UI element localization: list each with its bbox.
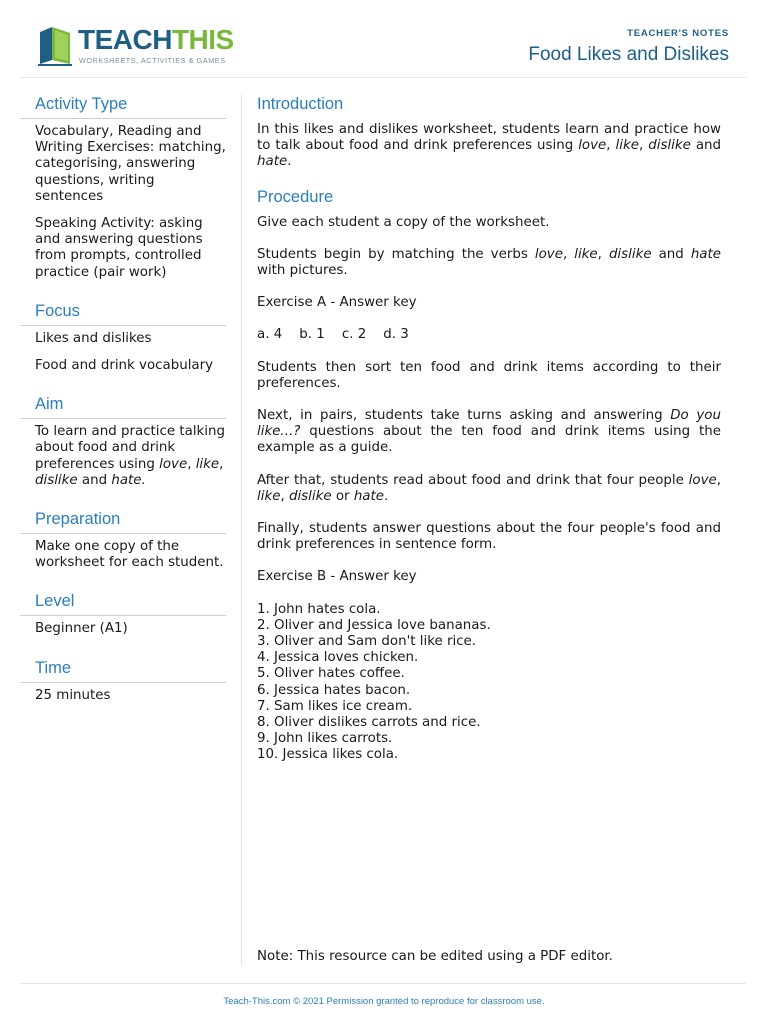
pdf-editor-note: Note: This resource can be edited using a PDF editor.: [257, 949, 613, 964]
activity-type-text-2: Speaking Activity: asking and answering questions from prompts, controlled practice (pair work): [35, 216, 203, 280]
sidebar: [20, 94, 226, 724]
section-title-preparation: Preparation: [20, 509, 226, 534]
list-item: 5. Oliver hates coffee.: [257, 666, 405, 682]
time-text: 25 minutes: [35, 687, 111, 703]
section-title-activity-type: Activity Type: [20, 94, 226, 119]
intro-lead: In this likes and dislikes worksheet, students learn and practice how to talk about food and drink preferences using: [257, 122, 721, 154]
step2-lead: Students begin by matching the verbs: [257, 246, 535, 262]
exercise-a-label: Exercise A - Answer key: [257, 295, 417, 311]
level-text: Beginner (A1): [35, 621, 128, 637]
aim-word-hate: hate.: [111, 472, 146, 488]
aim-word-love: love: [159, 456, 188, 472]
section-title-level: Level: [20, 591, 226, 616]
footer-copyright[interactable]: Teach-This.com © 2021 Permission granted to reproduce for classroom use.: [223, 996, 545, 1007]
footer-divider: [20, 983, 746, 984]
aim-section: [20, 394, 226, 489]
procedure-step-3: Students then sort ten food and drink items according to their preferences.: [257, 359, 721, 391]
list-item: 4. Jessica loves chicken.: [257, 650, 419, 666]
list-item: 10. Jessica likes cola.: [257, 747, 399, 763]
step2-word-dislike: dislike: [608, 246, 652, 262]
procedure-step-2: Students begin by matching the verbs love, like, dislike and hate with pictures.: [257, 246, 721, 279]
section-title-time: Time: [20, 658, 226, 683]
step5-lead: After that, students read about food and drink that four people: [257, 472, 689, 488]
intro-word-like: like: [615, 138, 639, 154]
intro-word-love: love: [578, 138, 607, 154]
aim-text: To learn and practice talking about food and drink preferences using love, like, dislike and hate.: [35, 424, 226, 488]
logo-tagline: WORKSHEETS, ACTIVITIES & GAMES: [79, 56, 226, 65]
activity-type-section: [20, 94, 226, 281]
list-item: 3. Oliver and Sam don't like rice.: [257, 634, 477, 650]
activity-type-text-1: Vocabulary, Reading and Writing Exercises: matching, categorising, answering questions, writing sentences: [35, 124, 226, 204]
book-logo-icon: [36, 24, 74, 66]
column-divider: [241, 94, 242, 966]
preparation-text: Make one copy of the worksheet for each student.: [35, 539, 224, 571]
logo-word-teach: TEACH: [78, 24, 172, 55]
page-header: [0, 0, 768, 80]
procedure-step-4: [257, 408, 721, 457]
section-title-focus: Focus: [20, 301, 226, 326]
introduction-heading: Introduction: [257, 95, 344, 113]
focus-text-1: Likes and dislikes: [35, 330, 152, 346]
list-item: 1. John hates cola.: [257, 601, 381, 617]
list-item: 8. Oliver dislikes carrots and rice.: [257, 715, 481, 731]
step5-word-like: like: [257, 488, 281, 504]
step4-question: Do you like...?: [257, 408, 721, 440]
step2-and: and: [651, 246, 691, 262]
main-content: [257, 94, 721, 764]
page-title: Food Likes and Dislikes: [528, 44, 729, 65]
list-item: 7. Sam likes ice cream.: [257, 698, 413, 714]
step2-word-like: like: [574, 246, 598, 262]
list-item: 6. Jessica hates bacon.: [257, 682, 411, 698]
preparation-section: [20, 509, 226, 571]
introduction-text: In this likes and dislikes worksheet, students learn and practice how to talk about food and drink preferences using love, like, dislike and hate.: [257, 122, 722, 170]
focus-section: [20, 301, 226, 374]
exercise-b-label: Exercise B - Answer key: [257, 569, 417, 585]
section-title-aim: Aim: [20, 394, 226, 419]
focus-text-2: Food and drink vocabulary: [35, 358, 214, 374]
logo-wordmark: [78, 24, 234, 56]
procedure-heading: Procedure: [257, 187, 334, 206]
step2-tail: with pictures.: [257, 263, 348, 279]
time-section: [20, 658, 226, 704]
procedure-step-6: Finally, students answer questions about the four people's food and drink preferences in sentence form.: [257, 521, 721, 553]
step4-lead: Next, in pairs, students take turns asking and answering: [257, 408, 671, 424]
teach-this-logo[interactable]: [36, 22, 236, 70]
step4-tail: questions about the ten food and drink items using the example as a guide.: [257, 424, 721, 456]
logo-word-this: THIS: [171, 24, 234, 55]
aim-word-like: like: [195, 456, 220, 472]
teachers-notes-label: TEACHER'S NOTES: [627, 28, 729, 39]
exercise-b-answer-list: [257, 602, 721, 764]
list-item: 2. Oliver and Jessica love bananas.: [257, 617, 491, 633]
step5-word-dislike: dislike: [288, 488, 332, 504]
aim-word-dislike: dislike: [35, 472, 78, 488]
step5-or: or: [331, 488, 354, 504]
procedure-step-1: Give each student a copy of the worksheet.: [257, 214, 550, 230]
aim-and: and: [77, 472, 112, 488]
header-divider: [20, 77, 746, 78]
step2-word-love: love: [534, 246, 563, 262]
intro-and: and: [690, 138, 722, 154]
list-item: 9. John likes carrots.: [257, 731, 393, 747]
aim-lead: To learn and practice talking about food and drink preferences using: [35, 424, 226, 472]
step5-word-love: love: [688, 472, 717, 488]
step5-word-hate: hate: [353, 488, 384, 504]
intro-word-dislike: dislike: [648, 138, 691, 154]
intro-word-hate: hate: [257, 154, 288, 170]
procedure-step-5: After that, students read about food and drink that four people love, like, dislike or hate.: [257, 472, 721, 504]
exercise-a-answers: a. 4 b. 1 c. 2 d. 3: [257, 327, 409, 343]
level-section: [20, 591, 226, 637]
step2-word-hate: hate: [690, 246, 721, 262]
